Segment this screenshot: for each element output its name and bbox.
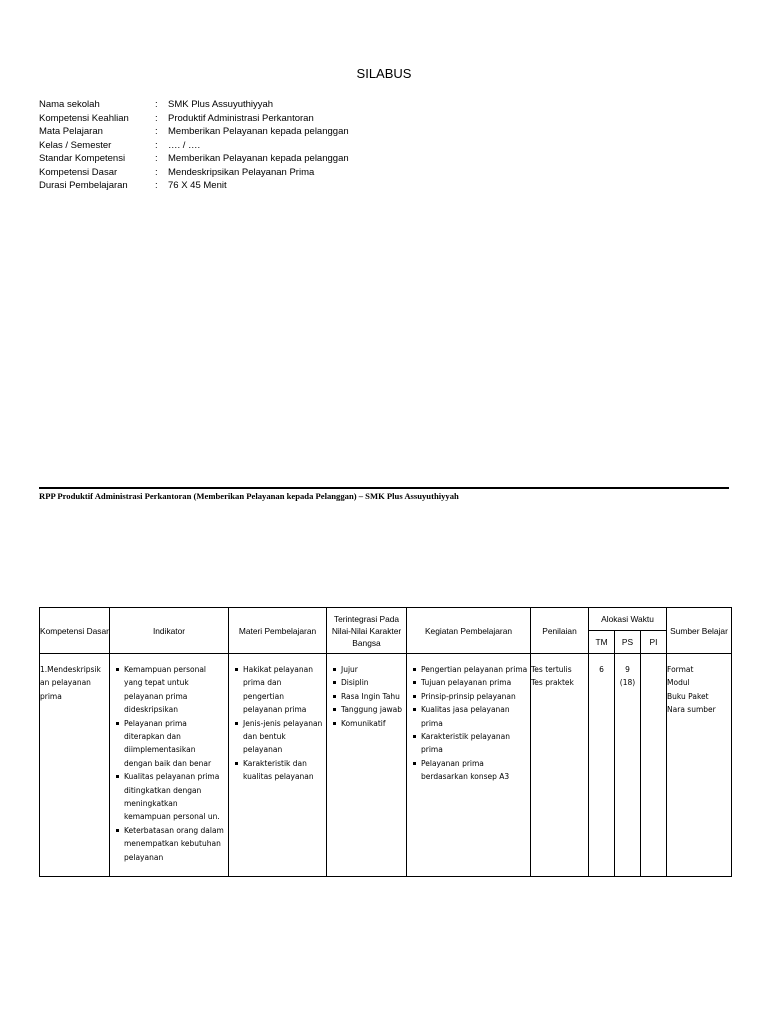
- penilaian-item: Tes praktek: [531, 678, 574, 688]
- header-pi: PI: [641, 631, 667, 654]
- header-penilaian: Penilaian: [531, 608, 589, 654]
- sumber-item: Format: [667, 665, 694, 674]
- info-colon: :: [155, 99, 158, 110]
- header-nilai-karakter: Terintegrasi Pada Nilai-Nilai Karakter Bangsa: [327, 608, 407, 654]
- info-value: SMK Plus Assuyuthiyyah: [168, 99, 274, 110]
- info-row-kelas-semester: [39, 139, 459, 153]
- info-label: Nama sekolah: [39, 99, 100, 110]
- list-item: Disiplin: [332, 676, 404, 689]
- list-item: Karakteristik dan kualitas pelayanan: [234, 757, 324, 784]
- penilaian-item: Tes tertulis: [531, 665, 572, 674]
- sumber-item: Modul: [667, 678, 690, 688]
- info-row-durasi: [39, 179, 459, 193]
- list-item: Pelayanan prima diterapkan dan diimplementasikan dengan baik dan benar: [115, 717, 226, 771]
- info-label: Standar Kompetensi: [39, 153, 126, 164]
- tm-value: 6: [599, 665, 604, 674]
- cell-pi: [641, 654, 667, 877]
- sumber-item: Nara sumber: [667, 705, 716, 715]
- list-item: Jujur: [332, 663, 404, 676]
- info-value: Mendeskripsikan Pelayanan Prima: [168, 166, 315, 178]
- cell-kompetensi-dasar: [40, 654, 110, 877]
- info-value: Produktif Administrasi Perkantoran: [168, 112, 314, 124]
- ps-value: 9: [625, 665, 630, 674]
- list-item: Karakteristik pelayanan prima: [412, 730, 528, 757]
- cell-indikator: [110, 654, 229, 877]
- cell-tm: [589, 654, 615, 877]
- header-ps: PS: [615, 631, 641, 654]
- cell-sumber-belajar: [667, 654, 732, 877]
- table-header-row: [40, 608, 732, 631]
- header-alokasi-waktu: Alokasi Waktu: [589, 608, 667, 631]
- ps-value-note: (18): [619, 678, 636, 688]
- header-indikator: Indikator: [110, 608, 229, 654]
- header-kompetensi-dasar: Kompetensi Dasar: [40, 608, 110, 654]
- list-item: Tanggung jawab: [332, 703, 404, 716]
- kd-line: 1.Mendeskripsik: [40, 665, 101, 674]
- info-value: …. / ….: [168, 139, 201, 151]
- kd-line: prima: [40, 691, 62, 701]
- info-value: 76 X 45 Menit: [168, 180, 227, 191]
- cell-nilai-karakter: [327, 654, 407, 877]
- list-item: Kemampuan personal yang tepat untuk pelayanan prima dideskripsikan: [115, 663, 226, 717]
- cell-ps: [615, 654, 641, 877]
- info-row-kompetensi-keahlian: [39, 112, 459, 126]
- list-item: Keterbatasan orang dalam menempatkan kebutuhan pelayanan: [115, 824, 226, 864]
- list-item: Prinsip-prinsip pelayanan: [412, 690, 528, 703]
- list-item: Komunikatif: [332, 717, 404, 730]
- list-item: Pelayanan prima berdasarkan konsep A3: [412, 757, 528, 784]
- header-kegiatan: Kegiatan Pembelajaran: [407, 608, 531, 654]
- info-row-mata-pelajaran: [39, 125, 459, 139]
- info-value: Memberikan Pelayanan kepada pelanggan: [168, 126, 349, 137]
- page-divider: [39, 487, 729, 489]
- cell-penilaian: [531, 654, 589, 877]
- rpp-running-header: RPP Produktif Administrasi Perkantoran (Memberikan Pelayanan kepada Pelanggan) – SMK Plus Assuyuthiyyah: [39, 491, 459, 501]
- header-sumber-belajar: Sumber Belajar: [667, 608, 732, 654]
- silabus-table: [39, 607, 732, 877]
- kd-line: an pelayanan: [40, 678, 91, 688]
- info-label: Durasi Pembelajaran: [39, 180, 128, 191]
- info-label: Mata Pelajaran: [39, 126, 103, 137]
- list-item: Kualitas pelayanan prima ditingkatkan dengan meningkatkan kemampuan personal un.: [115, 770, 226, 824]
- list-item: Jenis-jenis pelayanan dan bentuk pelayanan: [234, 717, 324, 757]
- list-item: Tujuan pelayanan prima: [412, 676, 528, 689]
- info-colon: :: [155, 180, 158, 191]
- header-tm: TM: [589, 631, 615, 654]
- list-item: Pengertian pelayanan prima: [412, 663, 528, 676]
- document-title: SILABUS: [356, 66, 412, 81]
- info-block: [39, 98, 459, 193]
- cell-kegiatan: [407, 654, 531, 877]
- table-row: [40, 654, 732, 877]
- list-item: Hakikat pelayanan prima dan pengertian pelayanan prima: [234, 663, 324, 717]
- info-label: Kompetensi Dasar: [39, 166, 118, 178]
- info-row-nama-sekolah: [39, 98, 459, 112]
- header-materi: Materi Pembelajaran: [229, 608, 327, 654]
- list-item: Kualitas jasa pelayanan prima: [412, 703, 528, 730]
- info-value: Memberikan Pelayanan kepada pelanggan: [168, 153, 349, 164]
- info-colon: :: [155, 112, 158, 124]
- info-colon: :: [155, 166, 158, 178]
- info-label: Kompetensi Keahlian: [39, 112, 129, 124]
- info-colon: :: [155, 126, 158, 137]
- list-item: Rasa Ingin Tahu: [332, 690, 404, 703]
- cell-materi: [229, 654, 327, 877]
- sumber-item: Buku Paket: [667, 691, 709, 701]
- info-row-kompetensi-dasar: [39, 166, 459, 180]
- info-label: Kelas / Semester: [39, 139, 112, 151]
- info-colon: :: [155, 153, 158, 164]
- info-colon: :: [155, 139, 158, 151]
- info-row-standar-kompetensi: [39, 152, 459, 166]
